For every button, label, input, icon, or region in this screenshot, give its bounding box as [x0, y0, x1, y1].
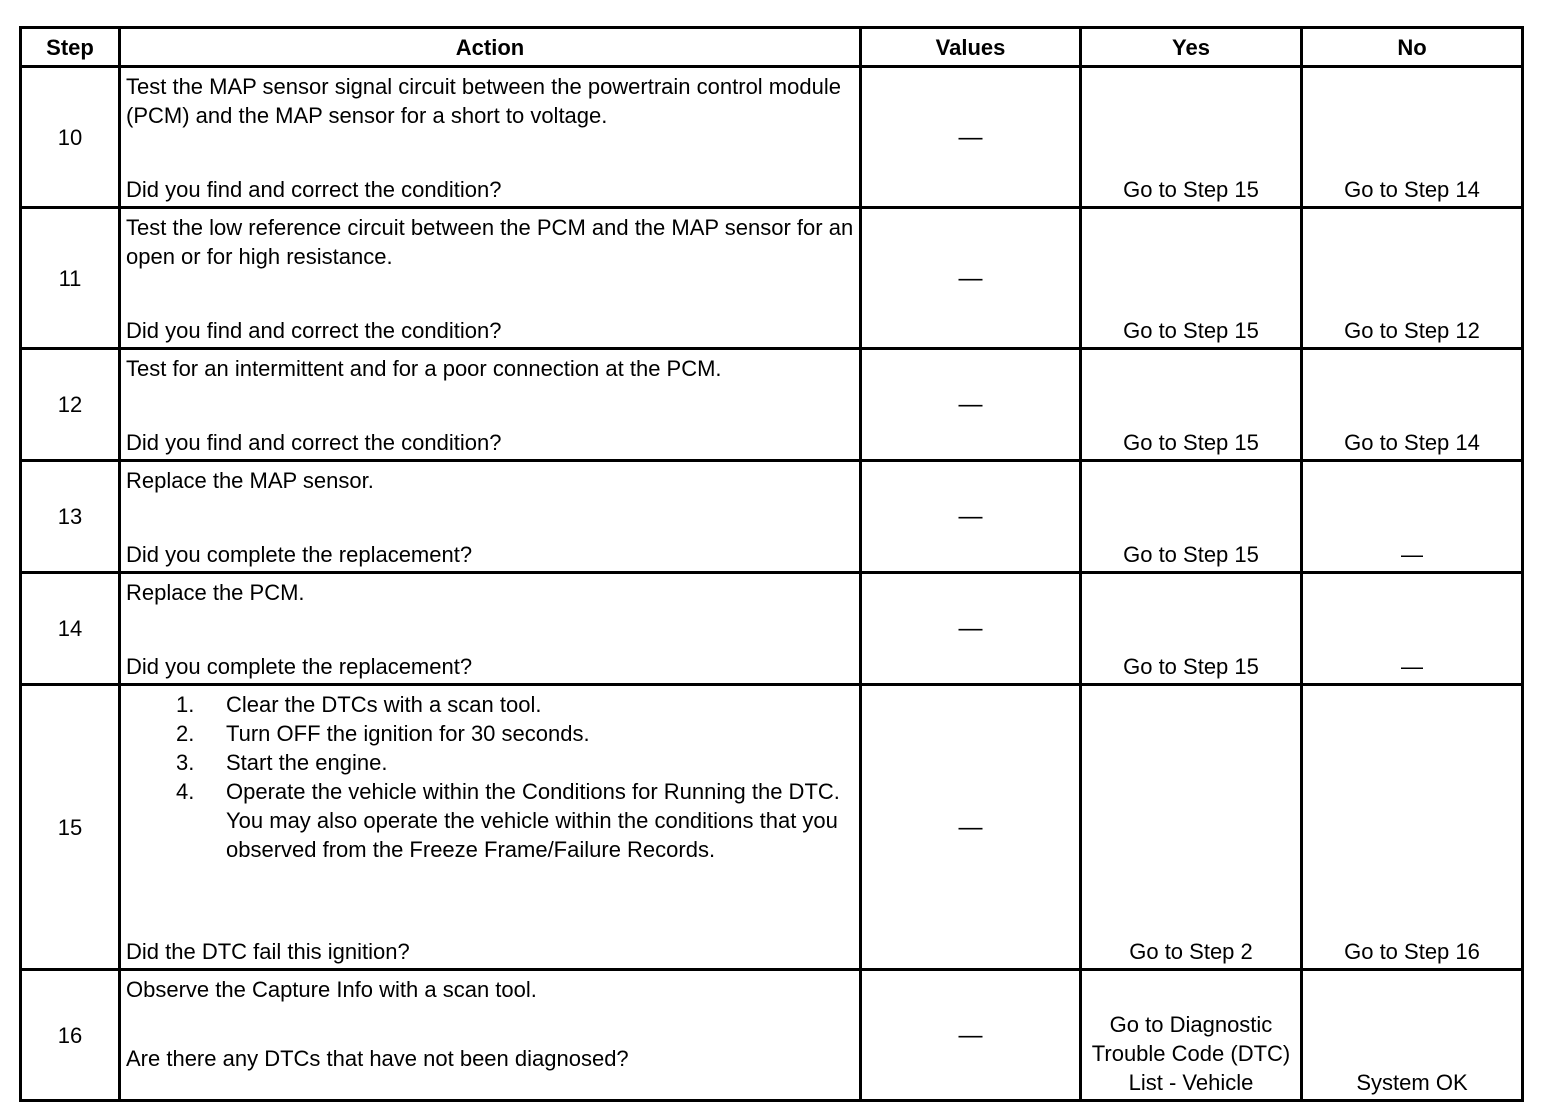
values-dash: — [958, 615, 983, 642]
header-action: Action [120, 28, 861, 67]
header-step: Step [21, 28, 120, 67]
no-cell: Go to Step 12 [1302, 208, 1523, 349]
values-dash: — [958, 391, 983, 418]
action-cell [120, 349, 861, 461]
yes-cell: Go to Step 2 [1081, 685, 1302, 970]
action-instruction: Test for an intermittent and for a poor connection at the PCM. [126, 356, 722, 381]
list-text: Start the engine. [226, 750, 388, 775]
table-row [21, 461, 1523, 573]
values-dash: — [958, 264, 983, 292]
yes-cell: Go to Step 15 [1081, 208, 1302, 349]
values-dash: — [958, 503, 983, 530]
table-row [21, 685, 1523, 970]
values-dash: — [958, 123, 983, 151]
table-row [21, 67, 1523, 208]
values-cell [861, 67, 1081, 208]
values-cell [861, 461, 1081, 573]
no-cell: System OK [1302, 970, 1523, 1101]
step-number: 13 [21, 461, 120, 573]
action-instruction: Test the MAP sensor signal circuit between the powertrain control module (PCM) and the MAP sensor for a short to voltage. [126, 74, 841, 128]
yes-cell: Go to Diagnostic Trouble Code (DTC) List - Vehicle [1081, 970, 1302, 1101]
list-number: 2. [176, 721, 195, 746]
step-number: 15 [21, 685, 120, 970]
list-item [176, 690, 855, 719]
values-cell [861, 970, 1081, 1101]
action-instruction: Observe the Capture Info with a scan tool. [126, 977, 537, 1002]
diagnostic-table [19, 26, 1524, 1102]
no-cell: — [1302, 461, 1523, 573]
action-question: Did you complete the replacement? [126, 542, 473, 567]
list-text: Clear the DTCs with a scan tool. [226, 692, 542, 717]
action-cell [120, 685, 861, 970]
action-question: Are there any DTCs that have not been diagnosed? [126, 1046, 629, 1071]
list-number: 3. [176, 750, 195, 775]
step-number: 14 [21, 573, 120, 685]
step-number: 16 [21, 970, 120, 1101]
action-question: Did you find and correct the condition? [126, 430, 502, 455]
action-question: Did you find and correct the condition? [126, 318, 502, 343]
no-cell: Go to Step 16 [1302, 685, 1523, 970]
no-cell: — [1302, 573, 1523, 685]
values-cell [861, 349, 1081, 461]
yes-cell: Go to Step 15 [1081, 67, 1302, 208]
header-row [21, 28, 1523, 67]
action-instruction: Test the low reference circuit between the PCM and the MAP sensor for an open or for high resistance. [126, 215, 854, 269]
action-question: Did you find and correct the condition? [126, 177, 502, 202]
list-number: 1. [176, 692, 195, 717]
values-cell [861, 685, 1081, 970]
action-numbered-list [126, 690, 855, 864]
list-number: 4. [176, 779, 195, 804]
action-instruction: Replace the PCM. [126, 580, 305, 605]
action-question: Did the DTC fail this ignition? [126, 939, 410, 964]
list-item [176, 719, 855, 748]
no-cell: Go to Step 14 [1302, 349, 1523, 461]
values-dash: — [958, 1021, 983, 1049]
table-row [21, 970, 1523, 1101]
action-cell [120, 461, 861, 573]
values-dash: — [958, 813, 983, 841]
action-cell [120, 970, 861, 1101]
header-yes: Yes [1081, 28, 1302, 67]
header-no: No [1302, 28, 1523, 67]
list-item [176, 777, 855, 864]
values-cell [861, 208, 1081, 349]
action-instruction: Replace the MAP sensor. [126, 468, 374, 493]
header-values: Values [861, 28, 1081, 67]
no-cell: Go to Step 14 [1302, 67, 1523, 208]
table-row [21, 349, 1523, 461]
action-cell [120, 208, 861, 349]
action-question: Did you complete the replacement? [126, 654, 473, 679]
table-row [21, 573, 1523, 685]
action-cell [120, 573, 861, 685]
table-row [21, 208, 1523, 349]
step-number: 10 [21, 67, 120, 208]
yes-cell: Go to Step 15 [1081, 349, 1302, 461]
list-text: Operate the vehicle within the Conditions for Running the DTC. You may also operate the vehicle within the conditions that you observed from the Freeze Frame/Failure Records. [226, 779, 840, 862]
action-cell [120, 67, 861, 208]
list-item [176, 748, 855, 777]
yes-cell: Go to Step 15 [1081, 573, 1302, 685]
values-cell [861, 573, 1081, 685]
yes-cell: Go to Step 15 [1081, 461, 1302, 573]
step-number: 11 [21, 208, 120, 349]
list-text: Turn OFF the ignition for 30 seconds. [226, 721, 590, 746]
step-number: 12 [21, 349, 120, 461]
